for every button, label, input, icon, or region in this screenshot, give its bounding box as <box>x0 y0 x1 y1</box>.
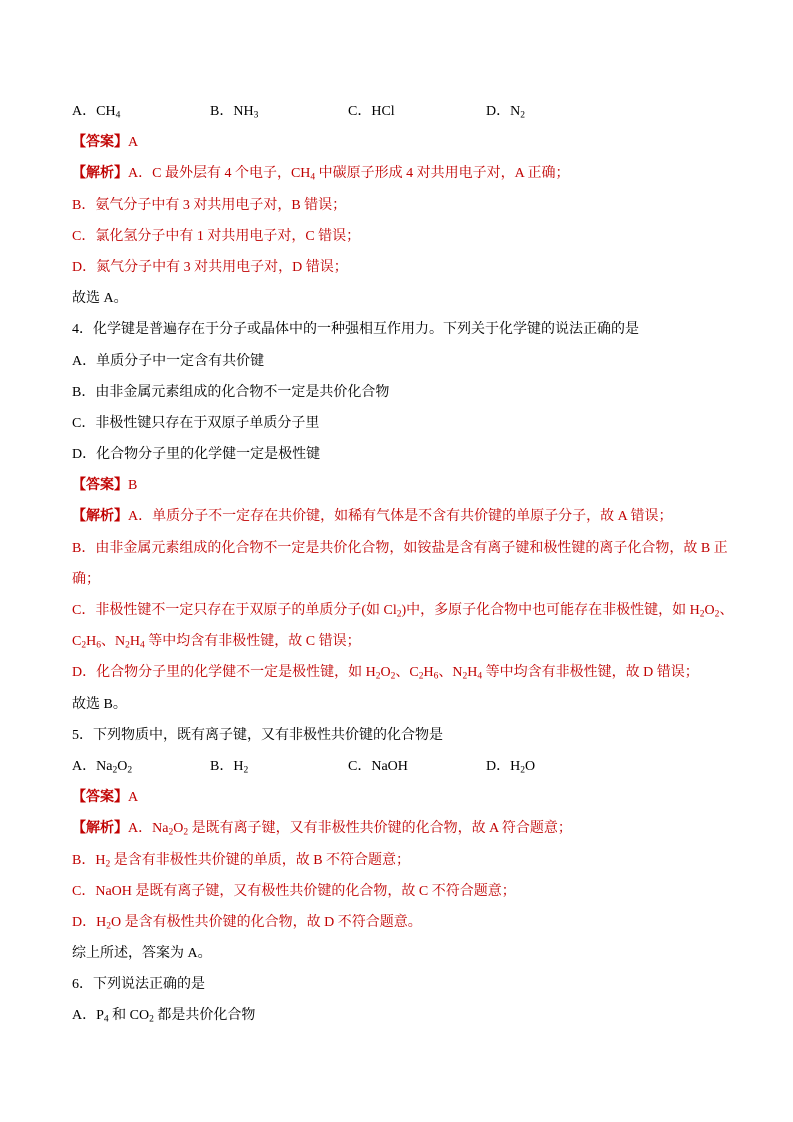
option-line <box>72 377 772 408</box>
text-run: H <box>86 634 97 650</box>
text-run: 故选 B。 <box>72 696 127 712</box>
analysis-line <box>72 657 772 688</box>
question-stem <box>72 314 772 345</box>
subscript: 2 <box>112 765 118 776</box>
text-run: )中，多原子化合物中也可能存在非极性键，如 H <box>401 603 700 618</box>
text-run: 都是共价化合物 <box>153 1008 256 1024</box>
analysis-line <box>72 813 772 844</box>
subscript: 6 <box>96 640 101 651</box>
option-d <box>486 96 624 127</box>
text-run: A．C 最外层有 4 个电子，CH <box>128 166 311 182</box>
text-run: O <box>380 665 391 681</box>
subscript: 2 <box>520 110 525 121</box>
analysis-line <box>72 158 772 189</box>
text-run: 、N <box>438 665 463 681</box>
text-run: 6．下列说法正确的是 <box>72 977 205 993</box>
subscript: 2 <box>418 672 424 683</box>
text-run: C．NaOH 是既有离子键，又有极性共价键的化合物，故 C 不符合题意； <box>72 883 516 899</box>
text-run: C．NaOH <box>348 758 408 774</box>
text-run: O <box>117 758 128 774</box>
text-run: B．由非金属元素组成的化合物不一定是共价化合物，如铵盐是含有离子键和极性键的离子化合物，故 B 正 <box>72 540 728 556</box>
text-run: A．单质分子中一定含有共价键 <box>72 353 265 369</box>
text-run: B．NH <box>210 104 254 119</box>
text-run: 中碳原子形成 4 对共用电子对，A 正确； <box>315 166 570 182</box>
text-run: D．化合物分子里的化学健不一定是极性键，如 H <box>72 665 376 681</box>
subscript: 2 <box>699 609 705 620</box>
text-run: 是既有离子键，又有非极性共价键的化合物，故 A 符合题意； <box>188 821 572 837</box>
answer-line <box>72 782 772 813</box>
option-row <box>72 751 772 782</box>
conclusion-line <box>72 283 772 314</box>
text-run: A．Na <box>72 758 113 774</box>
text-run: D．氮气分子中有 3 对共用电子对，D 错误； <box>72 259 348 275</box>
text-run: B．H <box>210 758 244 774</box>
subscript: 2 <box>396 609 402 620</box>
text-run: 等中均含有非极性键，故 D 错误； <box>482 665 699 681</box>
text-run: A．Na <box>128 821 169 837</box>
question-stem <box>72 720 772 751</box>
conclusion-line <box>72 689 772 720</box>
section-tag: 【答案】 <box>72 478 128 494</box>
subscript: 2 <box>127 765 133 776</box>
text-run: 、C <box>395 665 419 681</box>
section-tag: 【解析】 <box>72 821 128 837</box>
subscript: 4 <box>310 173 316 184</box>
analysis-line <box>72 907 772 938</box>
text-run: D．H <box>486 758 521 774</box>
text-run: A．P <box>72 1008 104 1024</box>
text-run: A <box>128 790 139 806</box>
subscript: 2 <box>125 640 130 651</box>
option-row <box>72 96 772 127</box>
analysis-line <box>72 845 772 876</box>
subscript: 3 <box>253 110 259 121</box>
text-run: 、N <box>101 634 126 650</box>
analysis-line <box>72 876 772 907</box>
subscript: 2 <box>714 609 720 620</box>
subscript: 4 <box>140 640 145 651</box>
text-run: 、 <box>719 603 734 618</box>
option-line <box>72 1000 772 1031</box>
section-tag: 【解析】 <box>72 166 128 182</box>
text-run: D．化合物分子里的化学健一定是极性键 <box>72 447 321 463</box>
option-d <box>486 751 624 782</box>
answer-line <box>72 470 772 501</box>
text-run: 是含有非极性共价键的单质，故 B 不符合题意； <box>110 852 411 868</box>
subscript: 2 <box>520 765 525 776</box>
option-a <box>72 96 210 127</box>
document-body <box>72 96 772 1032</box>
text-run: A <box>128 135 139 151</box>
text-run: H <box>423 665 434 681</box>
subscript: 4 <box>115 110 121 121</box>
text-run: C．HCl <box>348 104 395 119</box>
text-run: D．H <box>72 914 107 930</box>
analysis-line <box>72 595 772 626</box>
subscript: 2 <box>462 672 468 683</box>
text-run: O <box>525 758 536 774</box>
text-run: H <box>467 665 478 681</box>
section-tag: 【答案】 <box>72 790 128 806</box>
text-run: C <box>72 634 82 650</box>
option-line <box>72 408 772 439</box>
text-run: 和 CO <box>108 1008 150 1024</box>
analysis-line <box>72 533 772 564</box>
subscript: 2 <box>105 859 111 870</box>
text-run: 4．化学键是普遍存在于分子或晶体中的一种强相互作用力。下列关于化学键的说法正确的是 <box>72 322 639 338</box>
text-run: 等中均含有非极性键，故 C 错误； <box>144 634 361 650</box>
text-run: C．非极性键不一定只存在于双原子的单质分子(如 Cl <box>72 603 397 618</box>
text-run: O 是含有极性共价键的化合物，故 D 不符合题意。 <box>111 914 422 930</box>
analysis-line <box>72 501 772 532</box>
option-c <box>348 96 486 127</box>
text-run: C．非极性键只存在于双原子单质分子里 <box>72 415 320 431</box>
analysis-line <box>72 252 772 283</box>
text-run: B <box>128 478 138 494</box>
subscript: 2 <box>243 765 249 776</box>
text-run: A．单质分子不一定存在共价键，如稀有气体是不含有共价键的单原子分子，故 A 错误； <box>128 509 673 525</box>
section-tag: 【解析】 <box>72 509 128 525</box>
text-run: C．氯化氢分子中有 1 对共用电子对，C 错误； <box>72 228 361 244</box>
text-run: B．由非金属元素组成的化合物不一定是共价化合物 <box>72 384 390 400</box>
analysis-line <box>72 190 772 221</box>
option-line <box>72 439 772 470</box>
conclusion-line <box>72 938 772 969</box>
text-run: 综上所述，答案为 A。 <box>72 946 212 962</box>
analysis-line <box>72 564 772 595</box>
option-a <box>72 751 210 782</box>
question-stem <box>72 969 772 1000</box>
text-run: D．N <box>486 104 521 119</box>
option-b <box>210 96 348 127</box>
option-c <box>348 751 486 782</box>
option-line <box>72 346 772 377</box>
analysis-line <box>72 221 772 252</box>
text-run: A．CH <box>72 104 116 119</box>
subscript: 6 <box>433 672 439 683</box>
text-run: 5．下列物质中，既有离子键，又有非极性共价键的化合物是 <box>72 727 443 743</box>
text-run: 故选 A。 <box>72 291 128 307</box>
subscript: 2 <box>81 640 87 651</box>
text-run: H <box>129 634 141 650</box>
answer-line <box>72 127 772 158</box>
subscript: 2 <box>375 672 381 683</box>
analysis-line <box>72 626 772 657</box>
subscript: 2 <box>168 827 174 838</box>
text-run: B．H <box>72 852 106 868</box>
subscript: 4 <box>477 672 483 683</box>
subscript: 2 <box>183 827 189 838</box>
subscript: 4 <box>103 1015 109 1026</box>
subscript: 2 <box>390 672 396 683</box>
text-run: O <box>704 603 715 618</box>
subscript: 2 <box>149 1015 154 1026</box>
text-run: O <box>173 821 184 837</box>
subscript: 2 <box>106 921 111 932</box>
option-b <box>210 751 348 782</box>
text-run: B．氨气分子中有 3 对共用电子对，B 错误； <box>72 197 347 213</box>
text-run: 确； <box>72 571 100 587</box>
section-tag: 【答案】 <box>72 135 128 151</box>
